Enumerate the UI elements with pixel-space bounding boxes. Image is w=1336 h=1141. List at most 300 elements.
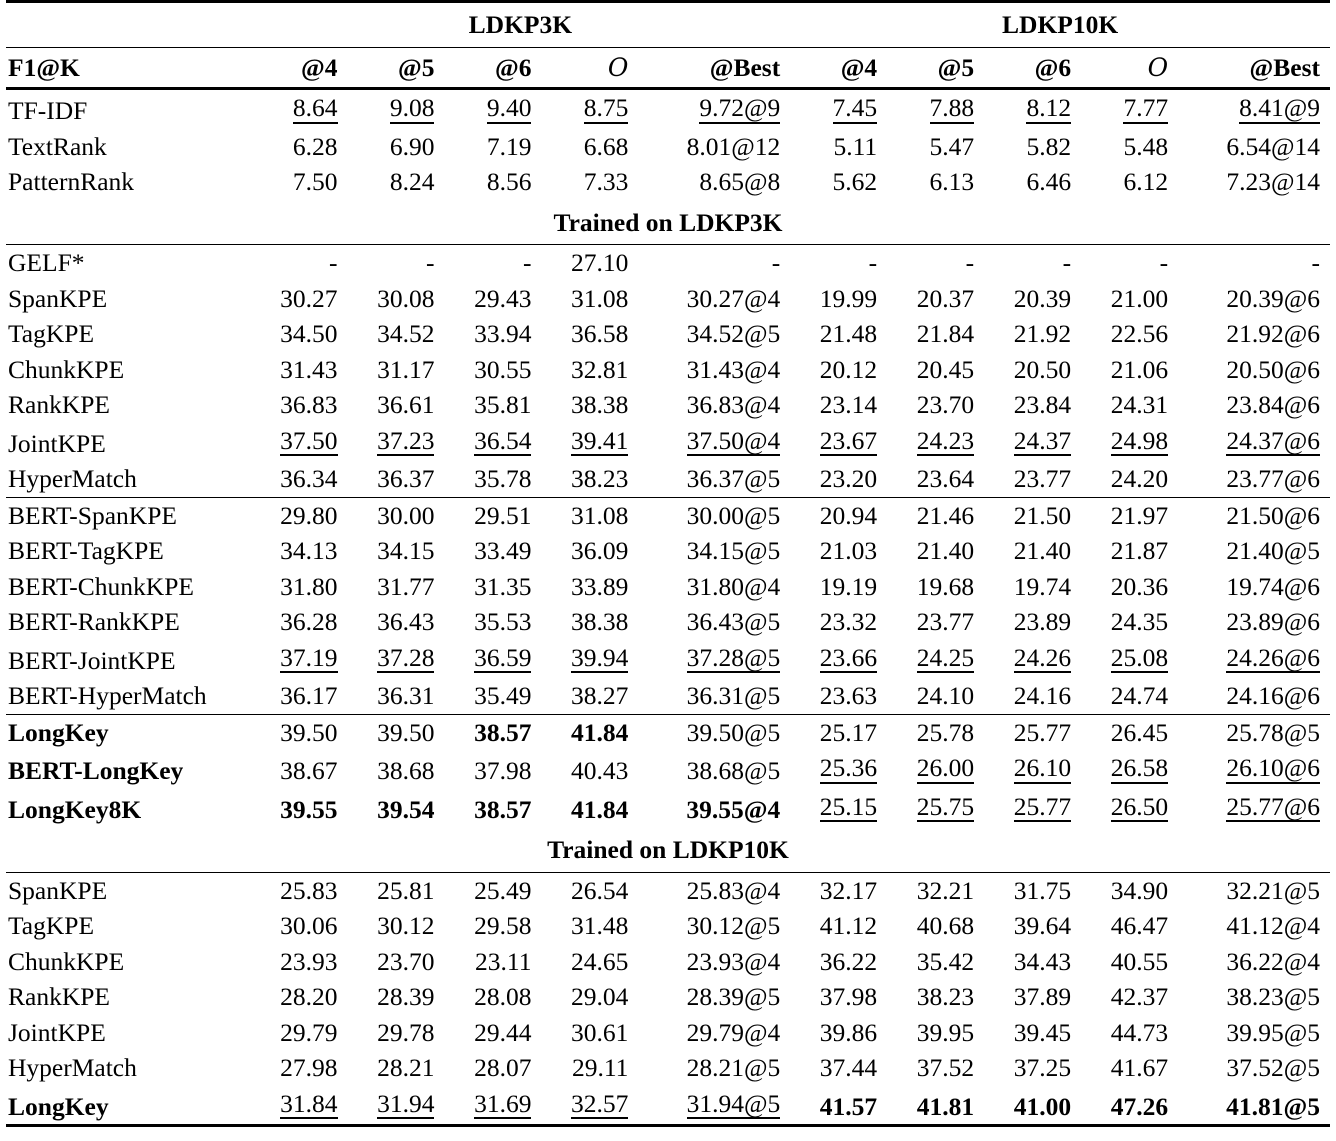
- cell-value: 47.26: [1110, 1091, 1169, 1121]
- column-header-label: @Best: [709, 52, 781, 82]
- cell-value: 32.57: [571, 1088, 629, 1118]
- horizontal-rule: [790, 1126, 887, 1128]
- table-cell: [790, 461, 887, 497]
- cell-value: 24.16: [1013, 681, 1072, 710]
- horizontal-rule: [348, 1126, 445, 1128]
- table-cell: [1081, 387, 1178, 423]
- cell-value: 21.97: [1110, 500, 1169, 530]
- cell-value: 37.50@4: [686, 425, 781, 455]
- cell-value: 31.75: [1013, 875, 1072, 905]
- cell-value: 30.06: [280, 911, 338, 940]
- table-cell: [444, 316, 541, 352]
- table-cell: [638, 423, 790, 462]
- cell-value: 31.35: [474, 571, 532, 601]
- cell-value: 32.81: [571, 354, 629, 384]
- row-label: HyperMatch: [8, 1053, 137, 1082]
- cell-value: 34.15@5: [686, 536, 781, 565]
- row-label: JointKPE: [8, 1017, 106, 1047]
- cell-value: 23.77@6: [1226, 464, 1320, 493]
- table-cell: [444, 352, 541, 388]
- column-header-7: [984, 48, 1081, 89]
- cell-value: 6.54@14: [1226, 131, 1320, 161]
- row-label: SpanKPE: [8, 283, 108, 313]
- cell-value: 21.48: [819, 319, 878, 348]
- cell-value: 26.10: [1013, 753, 1072, 782]
- column-header-5: [790, 48, 887, 89]
- cell-value: 25.77@6: [1226, 791, 1320, 821]
- cell-value: 25.78: [916, 717, 975, 747]
- cell-value: 24.35: [1110, 607, 1169, 636]
- cell-value: -: [522, 248, 532, 277]
- row-label: TagKPE: [8, 911, 95, 940]
- horizontal-rule: [6, 1126, 251, 1128]
- table-cell: [887, 316, 984, 352]
- table-cell: [1178, 604, 1330, 640]
- cell-value: 24.37@6: [1226, 425, 1320, 455]
- cell-value: 23.93: [280, 946, 338, 976]
- table-cell: [251, 423, 348, 462]
- table-cell: [444, 129, 541, 165]
- group-header-spacer: [6, 3, 251, 47]
- cell-value: 38.23@5: [1226, 982, 1320, 1011]
- table-row: [6, 604, 1330, 640]
- table-cell: [638, 1050, 790, 1086]
- table-cell: [638, 129, 790, 165]
- table-cell: [1178, 352, 1330, 388]
- cell-value: 29.58: [474, 911, 532, 940]
- table-cell: [638, 387, 790, 423]
- cell-value: 29.43: [474, 283, 532, 313]
- cell-value: 28.21: [377, 1053, 435, 1082]
- cell-value: 19.74: [1013, 571, 1072, 601]
- column-header-9: [1178, 48, 1330, 89]
- table-cell: [541, 604, 638, 640]
- cell-value: 29.80: [280, 500, 338, 530]
- table-cell: [1178, 873, 1330, 909]
- table-cell: [348, 1086, 445, 1126]
- cell-value: 25.77: [1013, 717, 1072, 747]
- table-cell: [1178, 1015, 1330, 1051]
- cell-value: 26.50: [1110, 791, 1169, 821]
- table-body: [6, 2, 1330, 1128]
- cell-value: 5.48: [1123, 131, 1169, 161]
- cell-value: 20.45: [916, 354, 975, 384]
- cell-value: 19.19: [819, 571, 878, 601]
- cell-value: 34.13: [280, 536, 338, 565]
- cell-value: 21.46: [916, 500, 975, 530]
- cell-value: 41.84: [571, 717, 629, 747]
- cell-value: 32.21@5: [1226, 875, 1320, 905]
- cell-value: 25.36: [819, 753, 878, 782]
- table-cell: [1178, 640, 1330, 679]
- cell-value: 28.08: [474, 982, 532, 1011]
- table-cell: [638, 908, 790, 944]
- table-cell: [887, 908, 984, 944]
- table-cell: [1081, 1015, 1178, 1051]
- table-cell: [444, 873, 541, 909]
- cell-value: 36.43: [377, 607, 435, 636]
- table-cell: [348, 873, 445, 909]
- cell-value: -: [771, 248, 781, 277]
- table-cell: [541, 678, 638, 714]
- row-label: BERT-JointKPE: [8, 645, 176, 675]
- table-cell: [541, 1015, 638, 1051]
- table-cell: [1178, 1086, 1330, 1126]
- table-cell: [251, 498, 348, 534]
- cell-value: 6.68: [583, 131, 629, 161]
- cell-value: 28.20: [280, 982, 338, 1011]
- cell-value: -: [965, 248, 975, 277]
- table-cell: [1081, 979, 1178, 1015]
- table-cell: [348, 944, 445, 980]
- table-row: [6, 245, 1330, 281]
- table-cell: [348, 316, 445, 352]
- table-cell: [790, 715, 887, 751]
- table-cell: [348, 533, 445, 569]
- table-cell: [541, 750, 638, 789]
- column-header-label: @5: [398, 52, 435, 82]
- cell-value: 21.92: [1013, 319, 1072, 348]
- cell-value: 25.75: [916, 791, 975, 821]
- cell-value: 37.44: [819, 1053, 878, 1082]
- table-row: [6, 90, 1330, 129]
- cell-value: 20.12: [819, 354, 878, 384]
- column-header-0: [251, 48, 348, 89]
- cell-value: 20.39@6: [1226, 283, 1320, 313]
- table-cell: [1178, 979, 1330, 1015]
- table-cell: [638, 750, 790, 789]
- table-cell: [1178, 316, 1330, 352]
- table-cell: [251, 604, 348, 640]
- table-cell: [348, 750, 445, 789]
- cell-value: 36.59: [474, 642, 532, 672]
- table-cell: [984, 316, 1081, 352]
- cell-value: 25.77: [1013, 791, 1072, 821]
- table-cell: [348, 498, 445, 534]
- row-label: TextRank: [8, 131, 107, 161]
- table-cell: [638, 245, 790, 281]
- cell-value: 36.61: [377, 390, 435, 419]
- table-cell: [790, 789, 887, 828]
- table-cell: [984, 164, 1081, 200]
- table-cell: [348, 90, 445, 129]
- table-cell: [444, 715, 541, 751]
- table-cell: [638, 979, 790, 1015]
- cell-value: 24.65: [571, 946, 629, 976]
- table-cell: [251, 640, 348, 679]
- table-cell: [887, 944, 984, 980]
- cell-value: -: [868, 248, 878, 277]
- table-cell: [1081, 423, 1178, 462]
- table-cell: [790, 533, 887, 569]
- row-label: BERT-RankKPE: [8, 607, 180, 636]
- row-label: BERT-ChunkKPE: [8, 571, 194, 601]
- cell-value: 7.45: [832, 93, 878, 122]
- table-cell: [541, 789, 638, 828]
- cell-value: 29.44: [474, 1017, 532, 1047]
- cell-value: 21.40: [916, 536, 975, 565]
- cell-value: 21.03: [819, 536, 878, 565]
- table-cell: [887, 164, 984, 200]
- cell-value: 26.10@6: [1226, 753, 1320, 782]
- table-cell: [444, 90, 541, 129]
- table-row: [6, 129, 1330, 165]
- table-row: [6, 423, 1330, 462]
- cell-value: 37.25: [1013, 1053, 1072, 1082]
- horizontal-rule: [1178, 1126, 1330, 1128]
- table-cell: [251, 352, 348, 388]
- table-cell: [887, 1015, 984, 1051]
- column-header-label: @4: [840, 52, 878, 82]
- cell-value: 30.27@4: [686, 283, 781, 313]
- cell-value: 7.50: [292, 167, 338, 196]
- cell-value: -: [1159, 248, 1169, 277]
- cell-value: 38.67: [280, 756, 338, 785]
- table-cell: [887, 461, 984, 497]
- table-cell: [251, 316, 348, 352]
- row-label: ChunkKPE: [8, 354, 125, 384]
- cell-value: 31.84: [280, 1088, 338, 1118]
- table-cell: [1178, 569, 1330, 605]
- table-cell: [984, 678, 1081, 714]
- column-header-label: O: [607, 52, 629, 82]
- cell-value: 23.84@6: [1226, 390, 1320, 419]
- table-cell: [1178, 789, 1330, 828]
- table-cell: [984, 715, 1081, 751]
- table-cell: [887, 604, 984, 640]
- table-cell: [1081, 1050, 1178, 1086]
- table-cell: [790, 387, 887, 423]
- table-cell: [541, 944, 638, 980]
- cell-value: 40.55: [1110, 946, 1169, 976]
- table-cell: [984, 281, 1081, 317]
- cell-value: 9.40: [486, 93, 532, 122]
- table-cell: [541, 164, 638, 200]
- cell-value: 38.38: [571, 607, 629, 636]
- table-cell: [1081, 715, 1178, 751]
- table-cell: [984, 129, 1081, 165]
- cell-value: 36.17: [280, 681, 338, 710]
- cell-value: 38.27: [571, 681, 629, 710]
- cell-value: 8.24: [389, 167, 435, 196]
- cell-value: 39.50: [377, 717, 435, 747]
- cell-value: 23.89@6: [1226, 607, 1320, 636]
- cell-value: 24.23: [916, 425, 975, 455]
- table-cell: [541, 316, 638, 352]
- cell-value: 5.62: [832, 167, 878, 196]
- cell-value: 29.04: [571, 982, 629, 1011]
- table-cell: [1081, 164, 1178, 200]
- horizontal-rule: [444, 1126, 541, 1128]
- table-cell: [790, 604, 887, 640]
- table-cell: [444, 979, 541, 1015]
- table-cell: [251, 873, 348, 909]
- table-cell: [1081, 789, 1178, 828]
- cell-value: 37.19: [280, 642, 338, 672]
- cell-value: 35.49: [474, 681, 532, 710]
- cell-value: 24.16@6: [1226, 681, 1320, 710]
- table-cell: [984, 1050, 1081, 1086]
- cell-value: 39.95@5: [1226, 1017, 1320, 1047]
- table-cell: [444, 750, 541, 789]
- horizontal-rule: [541, 1126, 638, 1128]
- table-cell: [444, 908, 541, 944]
- cell-value: 23.89: [1013, 607, 1072, 636]
- table-cell: [348, 245, 445, 281]
- table-cell: [1178, 164, 1330, 200]
- table-cell: [251, 569, 348, 605]
- cell-value: 5.11: [833, 131, 878, 161]
- cell-value: 41.67: [1110, 1053, 1169, 1082]
- table-cell: [638, 164, 790, 200]
- table-cell: [251, 90, 348, 129]
- cell-value: 37.23: [377, 425, 435, 455]
- cell-value: 34.52@5: [686, 319, 781, 348]
- cell-value: 8.75: [583, 93, 629, 122]
- table-cell: [790, 164, 887, 200]
- row-label: HyperMatch: [8, 464, 137, 493]
- table-cell: [541, 1086, 638, 1126]
- cell-value: 37.52: [916, 1053, 975, 1082]
- table-cell: [348, 387, 445, 423]
- cell-value: 30.61: [571, 1017, 629, 1047]
- table-cell: [984, 979, 1081, 1015]
- table-cell: [251, 979, 348, 1015]
- table-cell: [638, 1086, 790, 1126]
- table-cell: [251, 1050, 348, 1086]
- table-cell: [1081, 873, 1178, 909]
- cell-value: 21.84: [916, 319, 975, 348]
- table-cell: [887, 750, 984, 789]
- table-cell: [251, 908, 348, 944]
- table-row: [6, 1015, 1330, 1051]
- cell-value: 23.70: [916, 390, 975, 419]
- cell-value: 38.23: [916, 982, 975, 1011]
- row-label: RankKPE: [8, 390, 110, 419]
- table-cell: [541, 533, 638, 569]
- cell-value: 31.48: [571, 911, 629, 940]
- cell-value: 36.37@5: [686, 464, 781, 493]
- table-cell: [638, 873, 790, 909]
- table-cell: [541, 352, 638, 388]
- cell-value: 40.43: [571, 756, 629, 785]
- table-row: [6, 979, 1330, 1015]
- cell-value: 23.93@4: [686, 946, 781, 976]
- table-cell: [1081, 316, 1178, 352]
- table-cell: [1178, 944, 1330, 980]
- table-cell: [1178, 908, 1330, 944]
- table-cell: [984, 944, 1081, 980]
- cell-value: 36.83@4: [686, 390, 781, 419]
- cell-value: 19.99: [819, 283, 878, 313]
- cell-value: 38.23: [571, 464, 629, 493]
- table-cell: [984, 640, 1081, 679]
- table-cell: [541, 640, 638, 679]
- table-cell: [348, 129, 445, 165]
- column-header-4: [638, 48, 790, 89]
- cell-value: 37.50: [280, 425, 338, 455]
- table-cell: [887, 715, 984, 751]
- table-cell: [1081, 908, 1178, 944]
- cell-value: 19.74@6: [1226, 571, 1320, 601]
- cell-value: 30.00@5: [686, 500, 781, 530]
- row-label: LongKey8K: [8, 794, 142, 824]
- table-cell: [1081, 569, 1178, 605]
- row-label: BERT-SpanKPE: [8, 500, 177, 530]
- table-cell: [541, 498, 638, 534]
- table-cell: [1178, 750, 1330, 789]
- cell-value: 20.50: [1013, 354, 1072, 384]
- cell-value: -: [1311, 248, 1320, 277]
- table-cell: [638, 604, 790, 640]
- table-cell: [790, 281, 887, 317]
- table-cell: [251, 461, 348, 497]
- cell-value: 9.72@9: [699, 93, 781, 122]
- table-cell: [1178, 387, 1330, 423]
- table-cell: [1178, 90, 1330, 129]
- row-label: TagKPE: [8, 319, 95, 348]
- cell-value: 25.08: [1110, 642, 1169, 672]
- cell-value: 39.50@5: [686, 717, 781, 747]
- table-cell: [251, 1015, 348, 1051]
- table-cell: [984, 498, 1081, 534]
- cell-value: 29.11: [571, 1053, 629, 1082]
- table-cell: [444, 387, 541, 423]
- table-cell: [790, 678, 887, 714]
- table-cell: [1178, 129, 1330, 165]
- cell-value: 6.13: [929, 167, 975, 196]
- cell-value: 25.15: [819, 791, 878, 821]
- table-cell: [984, 569, 1081, 605]
- column-header-label: @6: [1034, 52, 1072, 82]
- table-cell: [251, 715, 348, 751]
- cell-value: -: [329, 248, 338, 277]
- table-cell: [887, 1086, 984, 1126]
- table-cell: [541, 873, 638, 909]
- horizontal-rule: [1081, 1126, 1178, 1128]
- cell-value: 41.00: [1013, 1091, 1072, 1121]
- cell-value: 34.43: [1013, 946, 1072, 976]
- cell-value: 23.63: [819, 681, 878, 710]
- cell-value: 28.21@5: [686, 1053, 781, 1082]
- cell-value: 39.50: [280, 717, 338, 747]
- row-label: ChunkKPE: [8, 946, 125, 976]
- horizontal-rule: [251, 1126, 348, 1128]
- table-row: [6, 640, 1330, 679]
- cell-value: 23.77: [916, 607, 975, 636]
- column-header-6: [887, 48, 984, 89]
- cell-value: 41.81@5: [1226, 1091, 1320, 1121]
- cell-value: -: [425, 248, 435, 277]
- table-row: [6, 715, 1330, 751]
- cell-value: 28.07: [474, 1053, 532, 1082]
- horizontal-rule: [984, 1126, 1081, 1128]
- table-cell: [790, 1086, 887, 1126]
- cell-value: 46.47: [1110, 911, 1169, 940]
- cell-value: 36.22@4: [1226, 946, 1320, 976]
- table-cell: [638, 715, 790, 751]
- cell-value: 39.54: [377, 794, 435, 824]
- cell-value: 7.77: [1123, 93, 1169, 122]
- cell-value: 6.12: [1123, 167, 1169, 196]
- table-cell: [638, 569, 790, 605]
- cell-value: 21.87: [1110, 536, 1169, 565]
- cell-value: 8.65@8: [699, 167, 781, 196]
- cell-value: 38.57: [474, 717, 532, 747]
- table-row: [6, 352, 1330, 388]
- table-cell: [444, 533, 541, 569]
- cell-value: 5.82: [1026, 131, 1072, 161]
